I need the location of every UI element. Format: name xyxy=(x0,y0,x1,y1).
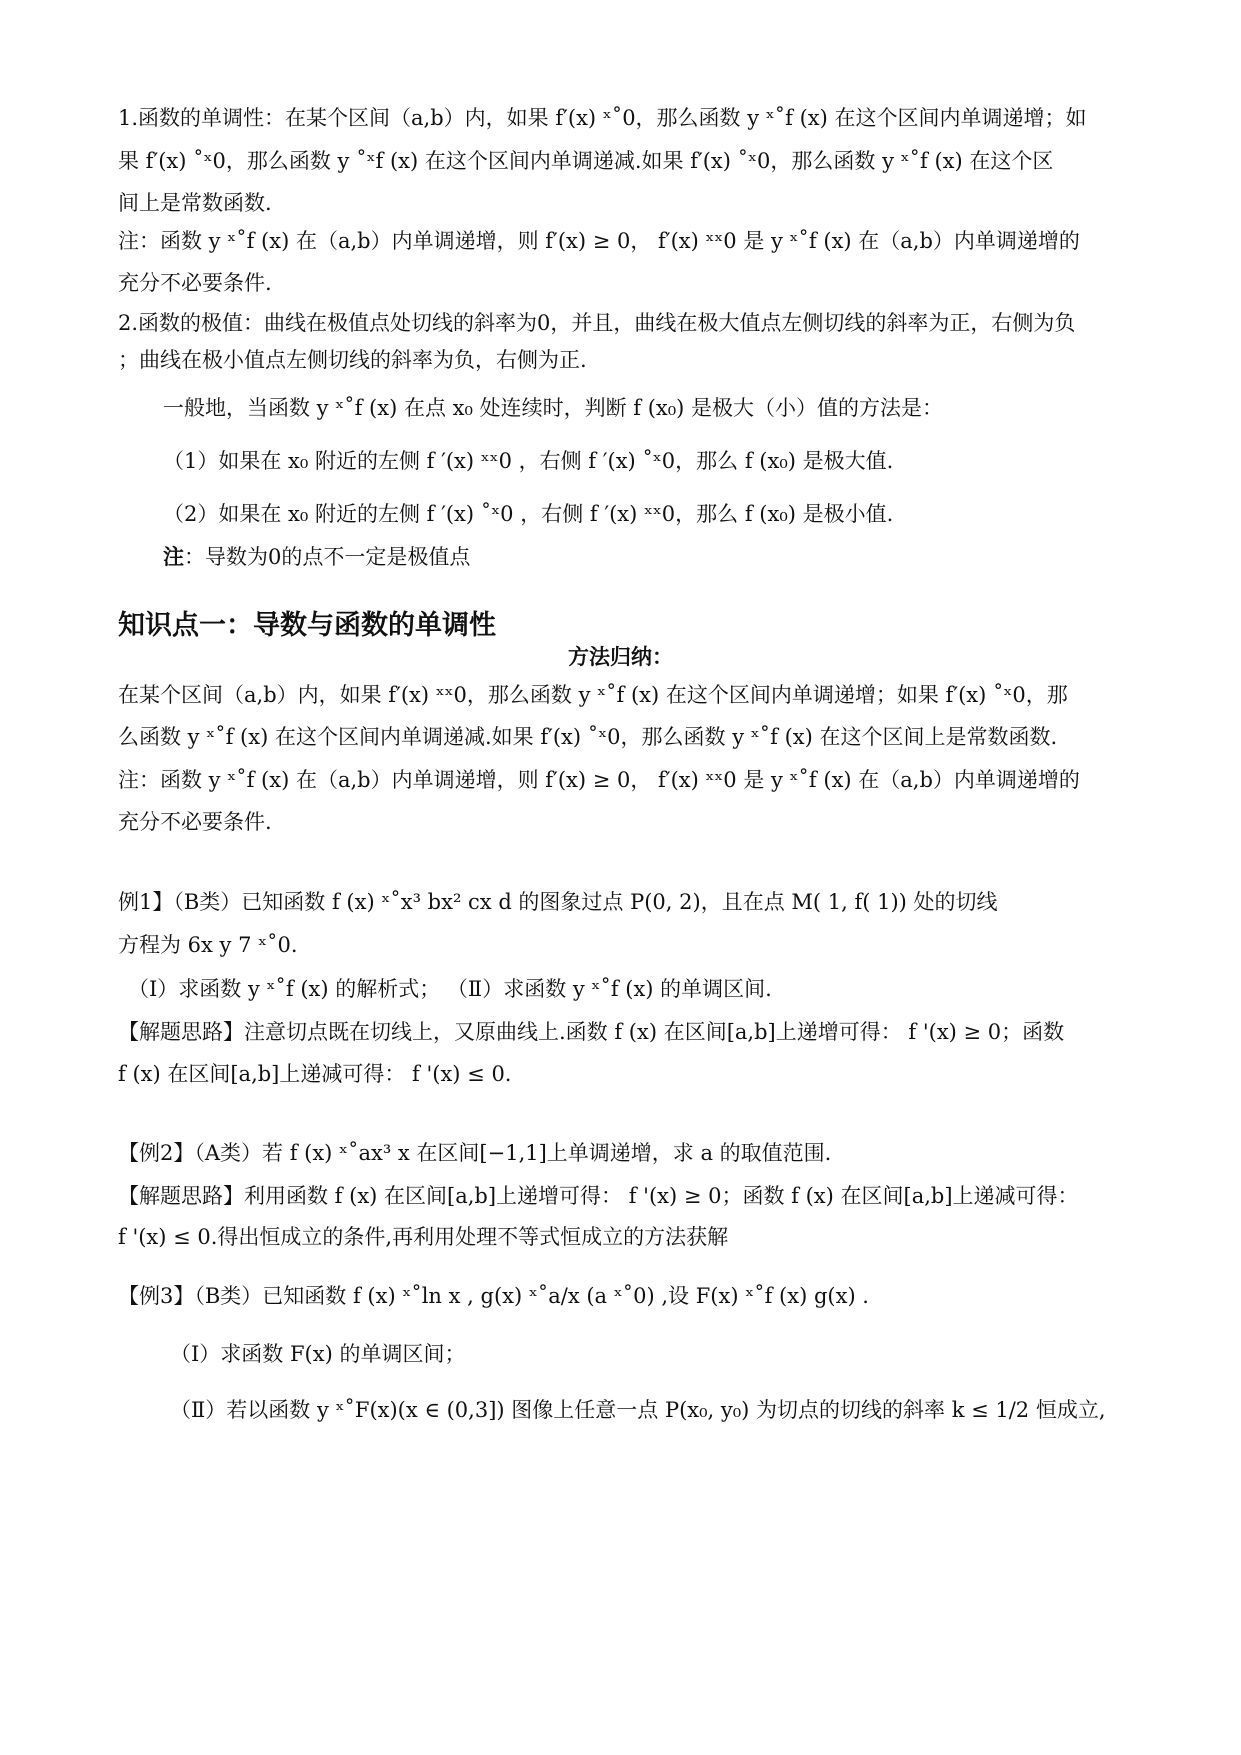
section-heading: 知识点一：导数与函数的单调性 xyxy=(118,610,496,641)
text-line-7: ；曲线在极小值点左侧切线的斜率为负，右侧为正. xyxy=(118,348,587,372)
example1-hint-1: 【解题思路】注意切点既在切线上，又原曲线上.函数 f (x) 在区间[a,b]上递增可得： f '(x) ≥ 0；函数 xyxy=(118,1020,1065,1044)
text-line-1: 1.函数的单调性：在某个区间（a,b）内，如果 f′(x) ˣ˚0，那么函数 y ˣ˚f (x) 在这个区间内单调递增；如 xyxy=(118,106,1087,130)
note-label: 注 xyxy=(163,545,184,569)
text-line-6: 2.函数的极值：曲线在极值点处切线的斜率为0，并且，曲线在极大值点左侧切线的斜率为正，右侧为负 xyxy=(118,311,1076,335)
text-line-14: 注：函数 y ˣ˚f (x) 在（a,b）内单调递增，则 f′(x) ≥ 0， f′(x) ˣˣ0 是 y ˣ˚f (x) 在（a,b）内单调递增的 xyxy=(118,768,1080,792)
text-line-2: 果 f′(x) ˚ˣ0，那么函数 y ˚ˣf (x) 在这个区间内单调递减.如果 f′(x) ˚ˣ0，那么函数 y ˣ˚f (x) 在这个区 xyxy=(118,149,1054,173)
example2-hint-2: f '(x) ≤ 0.得出恒成立的条件,再利用处理不等式恒成立的方法获解 xyxy=(118,1225,729,1249)
text-line-13: 么函数 y ˣ˚f (x) 在这个区间内单调递减.如果 f′(x) ˚ˣ0，那么函数 y ˣ˚f (x) 在这个区间上是常数函数. xyxy=(118,725,1058,749)
example1-line-1: 例1】（B类）已知函数 f (x) ˣ˚x³ bx² cx d 的图象过点 P(0, 2)，且在点 M( 1, f( 1)) 处的切线 xyxy=(118,890,998,914)
example1-line-2: 方程为 6x y 7 ˣ˚0. xyxy=(118,933,298,957)
example3-question-1: （Ⅰ）求函数 F(x) 的单调区间； xyxy=(170,1342,466,1366)
method-subheading: 方法归纳： xyxy=(568,645,673,669)
text-line-3: 间上是常数函数. xyxy=(118,191,272,215)
text-line-5: 充分不必要条件. xyxy=(118,271,272,295)
example2-hint-1: 【解题思路】利用函数 f (x) 在区间[a,b]上递增可得： f '(x) ≥ 0；函数 f (x) 在区间[a,b]上递减可得： xyxy=(118,1184,1079,1208)
example1-hint-2: f (x) 在区间[a,b]上递减可得： f '(x) ≤ 0. xyxy=(118,1062,512,1086)
text-line-12: 在某个区间（a,b）内，如果 f′(x) ˣˣ0，那么函数 y ˣ˚f (x) 在这个区间内单调递增；如果 f′(x) ˚ˣ0，那 xyxy=(118,683,1068,707)
example1-questions: （Ⅰ）求函数 y ˣ˚f (x) 的解析式； （Ⅱ）求函数 y ˣ˚f (x) 的单调区间. xyxy=(128,977,772,1001)
example3-question-2: （Ⅱ）若以函数 y ˣ˚F(x)(x ∈ (0,3]) 图像上任意一点 P(x₀, y₀) 为切点的切线的斜率 k ≤ 1/2 恒成立, xyxy=(170,1398,1106,1422)
text-line-9: （1）如果在 x₀ 附近的左侧 f ′(x) ˣˣ0 ，右侧 f ′(x) ˚ˣ0，那么 f (x₀) 是极大值. xyxy=(163,449,894,473)
text-line-11 xyxy=(163,542,1133,572)
example3-line: 【例3】（B类）已知函数 f (x) ˣ˚ln x , g(x) ˣ˚a/x (a ˣ˚0) ,设 F(x) ˣ˚f (x) g(x) . xyxy=(118,1284,869,1308)
example2-line: 【例2】（A类）若 f (x) ˣ˚ax³ x 在区间[−1,1]上单调递增，求 a 的取值范围. xyxy=(118,1141,832,1165)
text-line-4: 注：函数 y ˣ˚f (x) 在（a,b）内单调递增，则 f′(x) ≥ 0， f′(x) ˣˣ0 是 y ˣ˚f (x) 在（a,b）内单调递增的 xyxy=(118,229,1080,253)
note-text: ：导数为0的点不一定是极值点 xyxy=(184,545,471,569)
text-line-10: （2）如果在 x₀ 附近的左侧 f ′(x) ˚ˣ0 ，右侧 f ′(x) ˣˣ0，那么 f (x₀) 是极小值. xyxy=(163,502,894,526)
text-line-8: 一般地，当函数 y ˣ˚f (x) 在点 x₀ 处连续时，判断 f (x₀) 是极大（小）值的方法是： xyxy=(163,396,944,420)
text-line-15: 充分不必要条件. xyxy=(118,810,272,834)
